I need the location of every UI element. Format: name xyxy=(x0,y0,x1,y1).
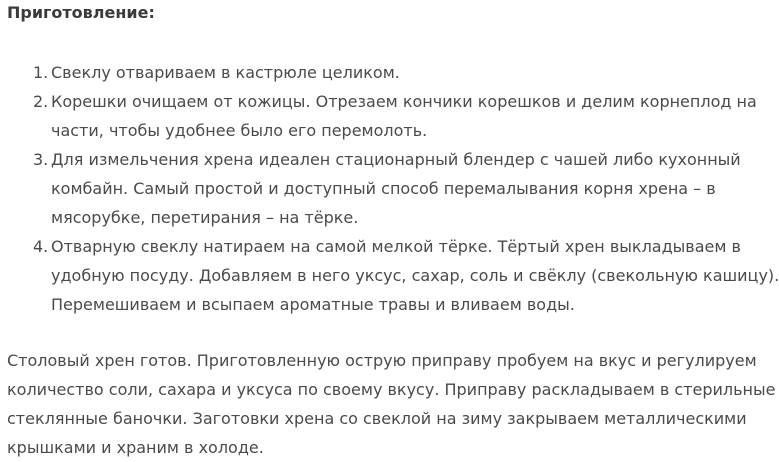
steps-list xyxy=(0,58,779,319)
step-text-line: Свеклу отвариваем в кастрюле целиком. xyxy=(51,63,400,82)
step-text-line: Корешки очищаем от кожицы. Отрезаем кончики корешков и делим корнеплод на xyxy=(51,92,757,111)
step-number: 1. xyxy=(33,63,49,82)
step-text-line: Перемешиваем и всыпаем ароматные травы и вливаем воды. xyxy=(51,295,575,314)
summary-paragraph xyxy=(7,346,776,462)
step-text-line: Отварную свеклу натираем на самой мелкой тёрке. Тёртый хрен выкладываем в xyxy=(51,237,741,256)
summary-text-line: количество соли, сахара и уксуса по своему вкусу. Приправу раскладываем в стерильные xyxy=(7,380,776,399)
step-text-line: удобную посуду. Добавляем в него уксус, сахар, соль и свёклу (свекольную кашицу). xyxy=(51,266,779,285)
summary-text-line: крышками и храним в холоде. xyxy=(7,438,264,457)
step-text-line: мясорубке, перетирания – на тёрке. xyxy=(51,208,359,227)
step-item xyxy=(0,145,760,232)
step-number: 3. xyxy=(33,150,49,169)
step-text-line: комбайн. Самый простой и доступный способ перемалывания корня хрена – в xyxy=(51,179,716,198)
step-number: 2. xyxy=(33,92,49,111)
summary-text-line: стеклянные баночки. Заготовки хрена со свеклой на зиму закрываем металлическими xyxy=(7,409,747,428)
section-heading: Приготовление: xyxy=(7,3,155,22)
step-text-line: Для измельчения хрена идеален стационарный блендер с чашей либо кухонный xyxy=(51,150,741,169)
step-item xyxy=(0,87,760,145)
step-number: 4. xyxy=(33,237,49,256)
step-item xyxy=(0,232,779,319)
step-item xyxy=(0,58,760,87)
summary-text-line: Столовый хрен готов. Приготовленную острую приправу пробуем на вкус и регулируем xyxy=(7,351,757,370)
step-text-line: части, чтобы удобнее было его перемолоть. xyxy=(51,121,428,140)
